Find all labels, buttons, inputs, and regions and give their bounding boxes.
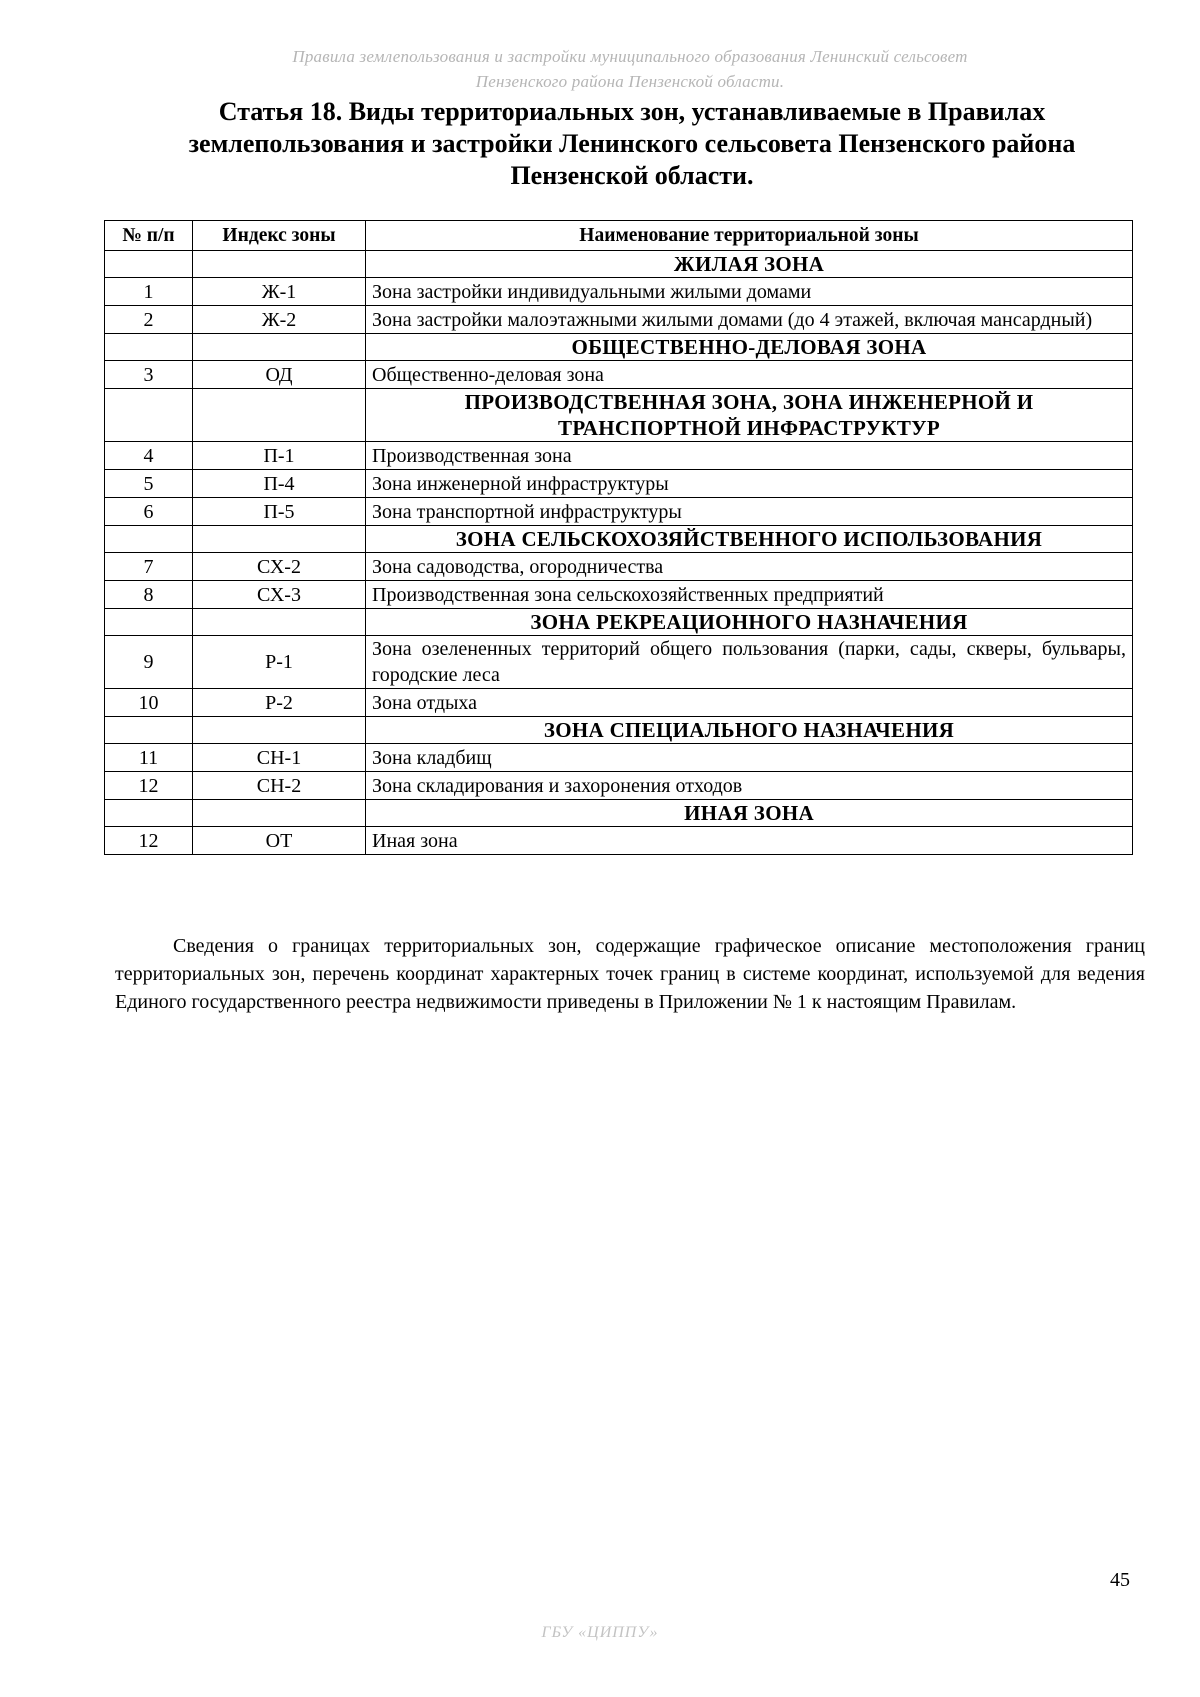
page-number: 45 (1110, 1569, 1130, 1591)
section-row (105, 389, 1133, 442)
zone-index: ОД (193, 361, 366, 389)
section-title: ПРОИЗВОДСТВЕННАЯ ЗОНА, ЗОНА ИНЖЕНЕРНОЙ И ТРАНСПОРТНОЙ ИНФРАСТРУКТУР (366, 389, 1133, 442)
row-number: 5 (105, 470, 193, 498)
section-row (105, 334, 1133, 361)
section-row (105, 800, 1133, 827)
table-row (105, 442, 1133, 470)
article-title-line-1: Статья 18. Виды территориальных зон, устанавливаемые в Правилах (218, 97, 1046, 126)
column-header-name: Наименование территориальной зоны (366, 221, 1133, 251)
zone-index: Р-1 (193, 636, 366, 689)
zone-name: Зона застройки индивидуальными жилыми домами (366, 278, 1133, 306)
column-header-number: № п/п (105, 221, 193, 251)
table-row (105, 744, 1133, 772)
table-row (105, 553, 1133, 581)
column-header-index: Индекс зоны (193, 221, 366, 251)
zone-index: П-1 (193, 442, 366, 470)
section-row (105, 609, 1133, 636)
zone-name: Зона застройки малоэтажными жилыми домами (до 4 этажей, включая мансардный) (366, 306, 1133, 334)
section-title: ИНАЯ ЗОНА (366, 800, 1133, 827)
row-number: 2 (105, 306, 193, 334)
zone-name: Иная зона (366, 827, 1133, 855)
zone-index: СХ-3 (193, 581, 366, 609)
row-number: 11 (105, 744, 193, 772)
row-number: 6 (105, 498, 193, 526)
zone-name: Производственная зона сельскохозяйственных предприятий (366, 581, 1133, 609)
table-row (105, 772, 1133, 800)
zone-index: Ж-1 (193, 278, 366, 306)
section-row (105, 251, 1133, 278)
zones-table (104, 220, 1133, 855)
boundaries-paragraph: Сведения о границах территориальных зон, содержащие графическое описание местоположения границ территориальных зон, перечень координат характерных точек границ в системе координат, используемой для ведения Единого государственного реестра недвижимости приведены в Приложении № 1 к настоящим Правилам. (115, 935, 1145, 1013)
running-header (160, 44, 1100, 94)
running-header-line-2: Пензенского района Пензенской области. (475, 72, 785, 91)
table-row (105, 470, 1133, 498)
row-number: 3 (105, 361, 193, 389)
table-row (105, 581, 1133, 609)
table-row (105, 636, 1133, 689)
section-title: ЗОНА СЕЛЬСКОХОЗЯЙСТВЕННОГО ИСПОЛЬЗОВАНИЯ (366, 526, 1133, 553)
running-footer: ГБУ «ЦИППУ» (541, 1624, 659, 1641)
zone-name: Производственная зона (366, 442, 1133, 470)
zone-index: ОТ (193, 827, 366, 855)
table-row (105, 306, 1133, 334)
zone-name: Зона транспортной инфраструктуры (366, 498, 1133, 526)
zone-index: СХ-2 (193, 553, 366, 581)
section-row (105, 717, 1133, 744)
row-number: 12 (105, 827, 193, 855)
row-number: 7 (105, 553, 193, 581)
zone-index: П-5 (193, 498, 366, 526)
table-row (105, 498, 1133, 526)
zone-name: Зона складирования и захоронения отходов (366, 772, 1133, 800)
zone-index: Ж-2 (193, 306, 366, 334)
running-header-line-1: Правила землепользования и застройки муниципального образования Ленинский сельсовет (292, 47, 968, 66)
section-title: ЗОНА РЕКРЕАЦИОННОГО НАЗНАЧЕНИЯ (366, 609, 1133, 636)
table-row (105, 278, 1133, 306)
section-row (105, 526, 1133, 553)
article-title-line-2: землепользования и застройки Ленинского сельсовета Пензенского района (188, 129, 1076, 158)
section-title: ЗОНА СПЕЦИАЛЬНОГО НАЗНАЧЕНИЯ (366, 717, 1133, 744)
table-row (105, 827, 1133, 855)
row-number: 9 (105, 636, 193, 689)
article-title-line-3: Пензенской области. (510, 161, 754, 190)
zone-name: Зона озелененных территорий общего пользования (парки, сады, скверы, бульвары, городские леса (366, 636, 1133, 689)
section-title: ЖИЛАЯ ЗОНА (366, 251, 1133, 278)
table-row (105, 361, 1133, 389)
row-number: 10 (105, 689, 193, 717)
row-number: 1 (105, 278, 193, 306)
row-number: 4 (105, 442, 193, 470)
zone-index: П-4 (193, 470, 366, 498)
row-number: 12 (105, 772, 193, 800)
zone-index: СН-1 (193, 744, 366, 772)
zone-name: Зона кладбищ (366, 744, 1133, 772)
table-row (105, 689, 1133, 717)
zone-index: Р-2 (193, 689, 366, 717)
zone-name: Зона инженерной инфраструктуры (366, 470, 1133, 498)
zone-name: Общественно-деловая зона (366, 361, 1133, 389)
table-header-row (105, 221, 1133, 251)
zone-name: Зона отдыха (366, 689, 1133, 717)
zone-index: СН-2 (193, 772, 366, 800)
zone-name: Зона садоводства, огородничества (366, 553, 1133, 581)
section-title: ОБЩЕСТВЕННО-ДЕЛОВАЯ ЗОНА (366, 334, 1133, 361)
row-number: 8 (105, 581, 193, 609)
article-title (108, 96, 1156, 192)
